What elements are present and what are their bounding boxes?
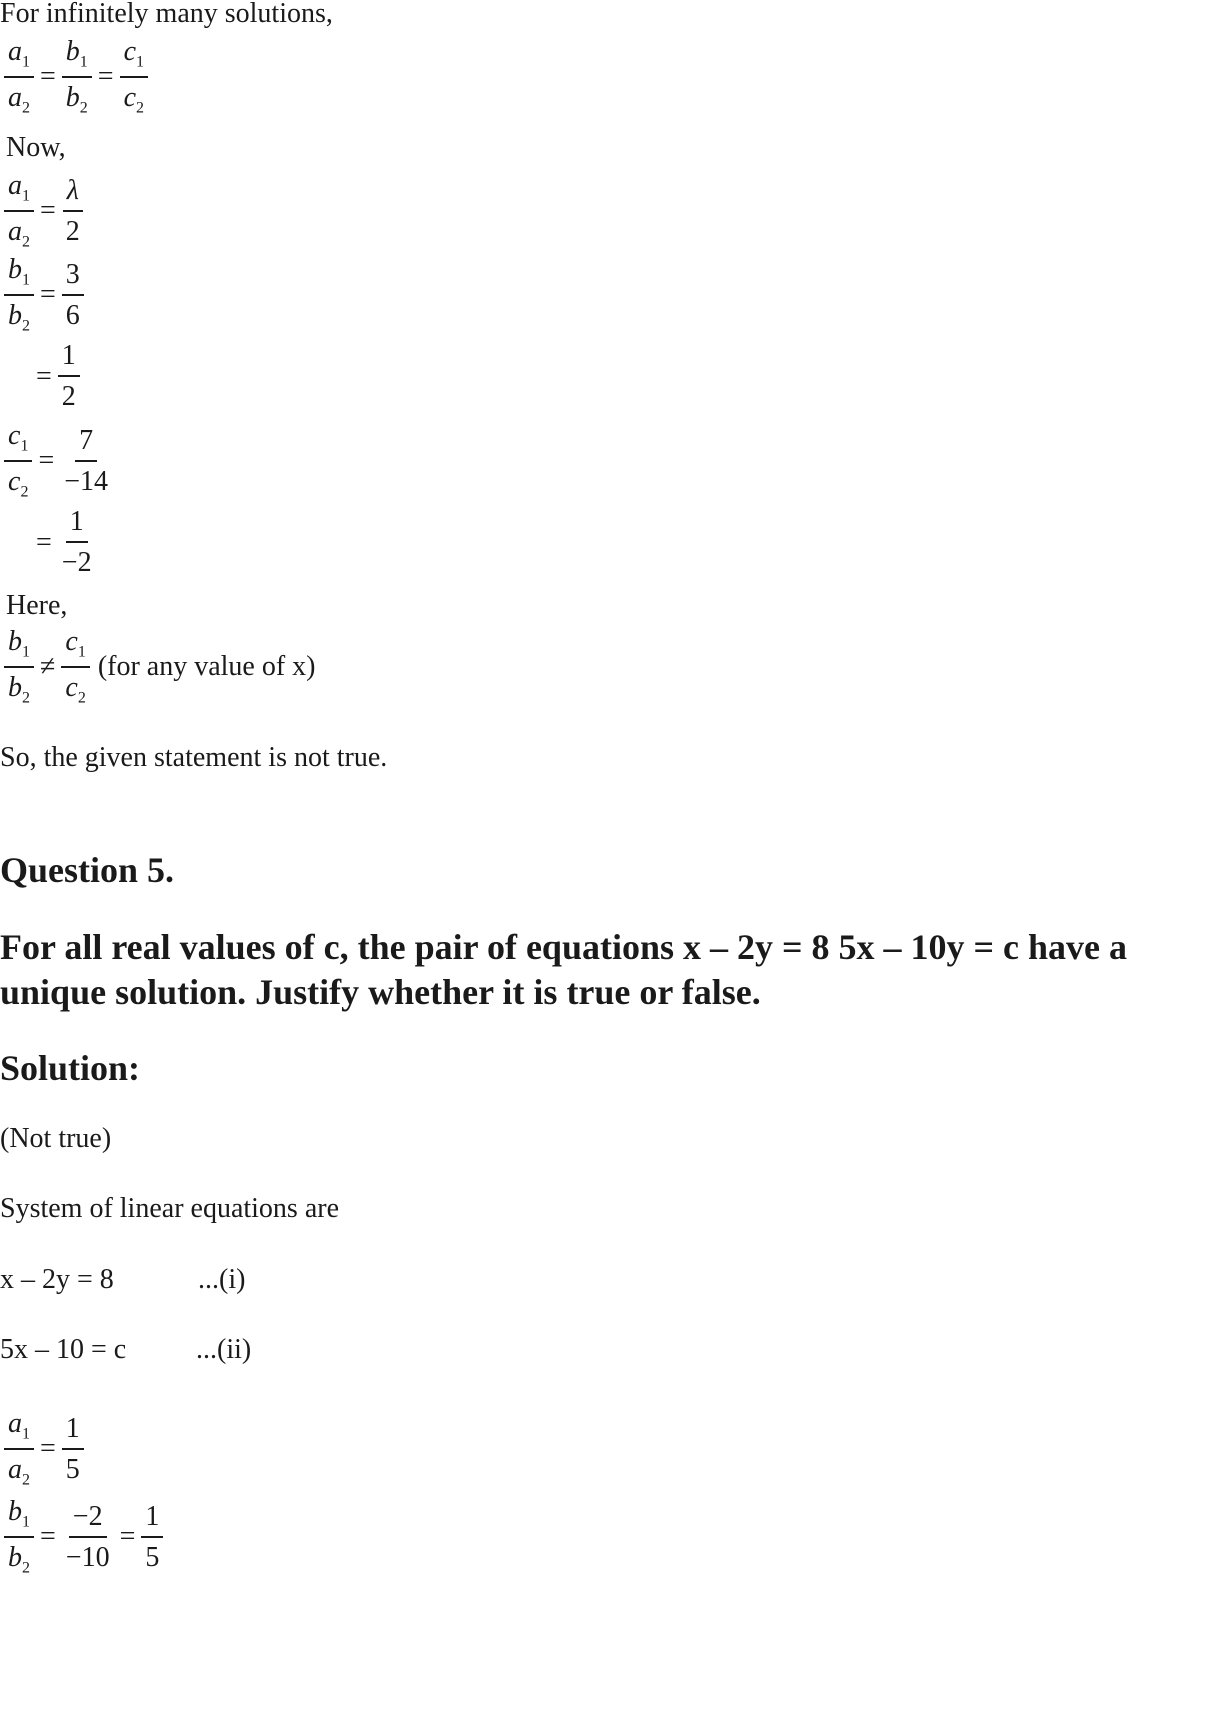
- equals-sign: =: [36, 526, 52, 558]
- ratio-b-simplified: [30, 342, 80, 411]
- note-any-x: (for any value of x): [97, 651, 316, 683]
- ratio-c-equation: [4, 422, 112, 500]
- fraction-a1-a2: $\frac{a_1}{a_2}$: [4, 38, 34, 116]
- fraction-a1-a2: $\frac{a_1}{a_2}$: [4, 1410, 34, 1488]
- fraction-minus2-minus10: $\frac{-2}{-10}$: [65, 1500, 110, 1573]
- intro-text: For infinitely many solutions,: [0, 0, 333, 29]
- fraction-b1-b2: $\frac{b_1}{b_2}$: [4, 1498, 34, 1576]
- fraction-1-5: $\frac{1}{5}$: [62, 1415, 84, 1484]
- fraction-1-2: $\frac{1}{2}$: [58, 342, 80, 411]
- ratio-b-q5-equation: [4, 1498, 163, 1576]
- fraction-lambda-2: $\frac{\lambda}{2}$: [62, 177, 84, 246]
- fraction-a1-a2: $\frac{a_1}{a_2}$: [4, 172, 34, 250]
- ratio-a-q5-equation: [4, 1410, 84, 1488]
- equals-sign: =: [36, 360, 52, 392]
- answer-text: (Not true): [0, 1123, 112, 1154]
- equation-1-tag: ...(i): [198, 1264, 246, 1295]
- fraction-b1-b2: $\frac{b_1}{b_2}$: [62, 38, 92, 116]
- fraction-c1-c2: $\frac{c_1}{c_2}$: [61, 628, 89, 706]
- solution-title: Solution:: [0, 1048, 141, 1088]
- question-title: Question 5.: [0, 850, 175, 890]
- question-line-2: unique solution. Justify whether it is true or false.: [0, 972, 761, 1012]
- now-label: Now,: [6, 132, 66, 163]
- equals-sign: =: [40, 61, 56, 93]
- condition-infinite-equation: [4, 38, 148, 116]
- equals-sign: =: [40, 1521, 56, 1553]
- equals-sign: =: [40, 1433, 56, 1465]
- here-label: Here,: [6, 590, 68, 621]
- equation-2: 5x – 10 = c: [0, 1334, 127, 1365]
- fraction-1-5: $\frac{1}{5}$: [141, 1503, 163, 1572]
- fraction-7-minus14: $\frac{7}{-14}$: [64, 424, 109, 497]
- fraction-c1-c2: $\frac{c_1}{c_2}$: [4, 422, 32, 500]
- question-body: [0, 925, 1127, 1015]
- equals-sign: =: [97, 61, 114, 93]
- fraction-b1-b2: $\frac{b_1}{b_2}$: [4, 256, 34, 334]
- equals-sign: =: [40, 279, 56, 311]
- ratio-b-equation: [4, 256, 84, 334]
- system-label: System of linear equations are: [0, 1193, 340, 1224]
- equation-1: x – 2y = 8: [0, 1264, 114, 1295]
- fraction-c1-c2: $\frac{c_1}{c_2}$: [120, 38, 148, 116]
- ratio-a-equation: [4, 172, 84, 250]
- equals-sign: =: [38, 445, 55, 477]
- fraction-b1-b2: $\frac{b_1}{b_2}$: [4, 628, 34, 706]
- question-line-1: For all real values of c, the pair of equations x – 2y = 8 5x – 10y = c have a: [0, 927, 1127, 967]
- fraction-3-6: $\frac{3}{6}$: [62, 261, 84, 330]
- inequality-equation: [4, 628, 316, 706]
- equation-2-tag: ...(ii): [196, 1334, 252, 1365]
- ratio-c-simplified: [30, 508, 96, 577]
- not-equals-sign: ≠: [40, 651, 56, 683]
- fraction-1-minus2: $\frac{1}{-2}$: [61, 506, 92, 578]
- equals-sign: =: [40, 195, 56, 227]
- equals-sign: =: [119, 1521, 136, 1553]
- conclusion-text: So, the given statement is not true.: [0, 742, 388, 773]
